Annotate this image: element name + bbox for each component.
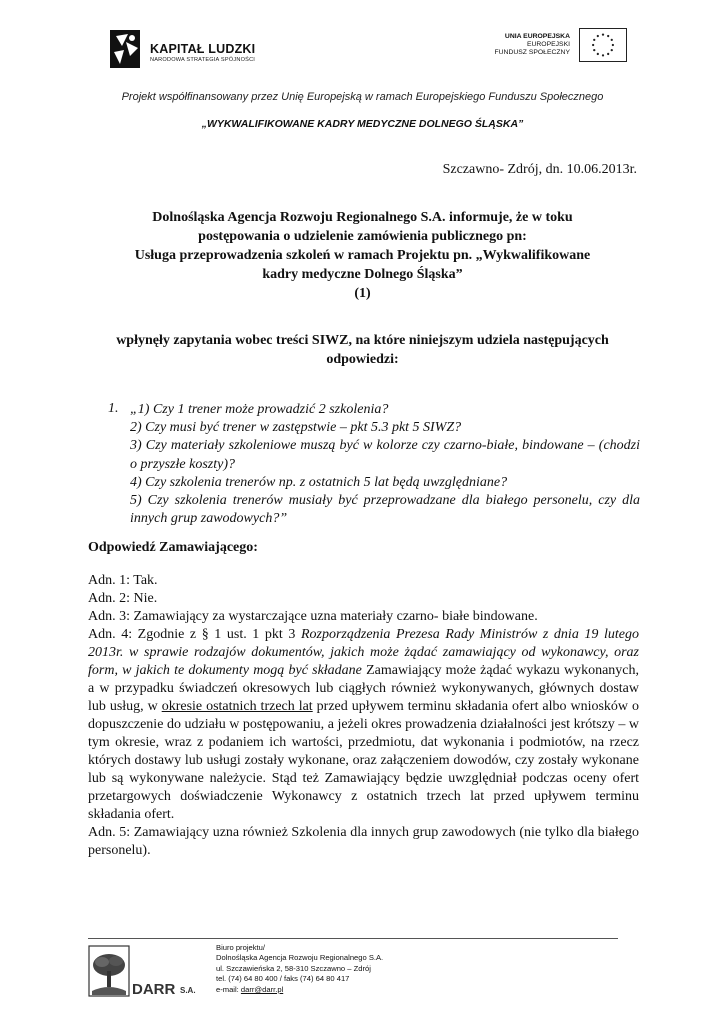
darr-logo: [88, 945, 203, 1000]
footer-email-link[interactable]: darr@darr.pl: [240, 984, 284, 994]
heading-line3: Usługa przeprowadzenia szkoleń w ramach Projektu pn. „Wykwalifikowane: [134, 248, 591, 263]
intro-line1: wpłynęły zapytania wobec treści SIWZ, na które niniejszym udziela następujących: [116, 333, 609, 348]
answers-heading: Odpowiedź Zamawiającego:: [88, 540, 258, 555]
footer-line2: Dolnośląska Agencja Rozwoju Regionalnego S.A.: [216, 953, 384, 963]
question-list: [130, 401, 640, 528]
eu-flag-icon: [579, 28, 627, 62]
heading-line4: kadry medyczne Dolnego Śląska”: [262, 267, 463, 282]
answer-4-end: przed upływem terminu składania ofert albo wniosków o dopuszczenie do udziału w postępowaniu, a jeżeli okres prowadzenia działalności jest krótszy – w tym okresie, wraz z podaniem ich wartości, przedmiotu, dat wykonania i podmiotów, na rzecz których dostawy lub usługi zostały wykonane, oraz załączeniem dowodów, czy zostały wykonane lub są wykonywane należycie. Stąd też Zamawiający będzie uwzględniał podczas oceny ofert przetargowych doświadczenie Wykonawcy z ostatnich trzech lat przed upływem terminu składania ofert.: [88, 699, 639, 822]
project-cofinancing-line: Projekt współfinansowany przez Unię Europejską w ramach Europejskiego Funduszu Społecznego: [121, 91, 604, 103]
answers-body: [88, 572, 639, 860]
eu-line3: FUNDUSZ SPOŁECZNY: [494, 49, 570, 56]
eu-logo-text: [494, 33, 570, 57]
project-title: „WYKWALIFIKOWANE KADRY MEDYCZNE DOLNEGO ŚLĄSKA”: [201, 118, 524, 130]
kl-logo-title: KAPITAŁ LUDZKI: [150, 42, 256, 56]
footer-line4: tel. (74) 64 80 400 / faks (74) 64 80 417: [216, 974, 350, 984]
heading-line5: (1): [354, 286, 371, 301]
kapital-ludzki-mark-icon: [108, 28, 142, 70]
intro-heading: [88, 331, 637, 369]
question-5: 5) Czy szkolenia trenerów musiały być przeprowadzane dla białego personelu, czy dla innych grup zawodowych?”: [130, 493, 640, 527]
heading-line1: Dolnośląska Agencja Rozwoju Regionalnego S.A. informuje, że w toku: [152, 210, 573, 225]
footer-email-line: [216, 985, 383, 995]
answer-4-underlined: okresie ostatnich trzech lat: [161, 699, 313, 714]
answer-5: Adn. 5: Zamawiający uzna również Szkolenia dla innych grup zawodowych (nie tylko dla białego personelu).: [88, 825, 639, 858]
footer-address: [216, 943, 383, 995]
answer-4-mid: Zamawiający może żądać wykazu wykonanych, a w przypadku świadczeń okresowych lub ciągłych również wykonywanych, głównych dostaw lub usług, w: [88, 663, 639, 714]
question-4: 4) Czy szkolenia trenerów np. z ostatnich 5 lat będą uwzględniane?: [130, 474, 508, 490]
darr-logo-text: DARR: [132, 981, 176, 998]
document-heading: [88, 208, 637, 303]
kl-logo-subtitle: NARODOWA STRATEGIA SPÓJNOŚCI: [150, 57, 256, 63]
document-date: Szczawno- Zdrój, dn. 10.06.2013r.: [442, 162, 637, 177]
answer-3: Adn. 3: Zamawiający za wystarczające uzna materiały czarno- białe bindowane.: [88, 609, 538, 624]
eu-line2: EUROPEJSKI: [526, 41, 570, 48]
footer-line1: Biuro projektu/: [216, 943, 265, 952]
answer-1: Adn. 1: Tak.: [88, 573, 158, 588]
intro-line2: odpowiedzi:: [326, 352, 399, 367]
question-2: 2) Czy musi być trener w zastępstwie – pkt 5.3 pkt 5 SIWZ?: [130, 420, 462, 436]
question-1: „1) Czy 1 trener może prowadzić 2 szkolenia?: [130, 402, 389, 417]
question-number: 1.: [108, 401, 119, 416]
darr-logo-suffix: S.A.: [180, 986, 196, 995]
answer-4-start: Adn. 4: Zgodnie z § 1 ust. 1 pkt 3: [88, 627, 301, 642]
heading-line2: postępowania o udzielenie zamówienia publicznego pn:: [198, 229, 527, 244]
eu-line1: UNIA EUROPEJSKA: [504, 33, 570, 40]
answer-4-regulation: Rozporządzenia Prezesa Rady Ministrów z dnia 19 lutego 2013r. w sprawie rodzajów dokumentów, jakich może żądać zamawiający od wykonawcy, oraz form, w jakich te dokumenty mogą być składane: [88, 627, 639, 678]
footer-line3: ul. Szczawieńska 2, 58-310 Szczawno – Zdrój: [216, 963, 371, 973]
answer-4: [88, 626, 639, 824]
kapital-ludzki-logo: [108, 28, 288, 70]
answer-2: Adn. 2: Nie.: [88, 591, 158, 606]
question-3: 3) Czy materiały szkoleniowe muszą być w kolorze czy czarno-białe, bindowane – (chodzi o przyszłe koszty)?: [130, 438, 640, 472]
footer-email-label: e-mail:: [216, 984, 241, 994]
footer-divider: [88, 938, 618, 939]
